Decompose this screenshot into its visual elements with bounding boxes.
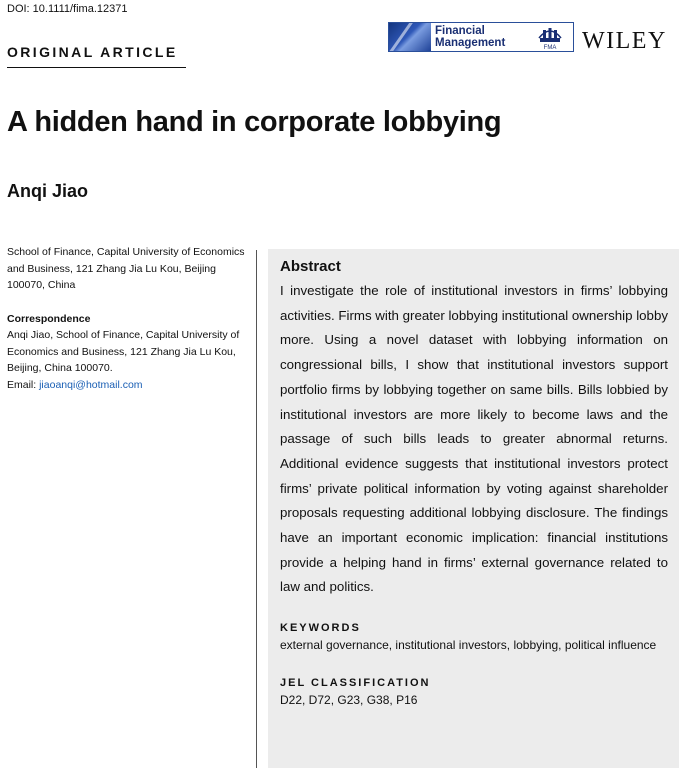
publisher-logo: WILEY (582, 28, 667, 54)
journal-name-line2: Management (435, 37, 506, 49)
article-type-label: ORIGINAL ARTICLE (7, 44, 178, 60)
article-title: A hidden hand in corporate lobbying (7, 106, 502, 138)
keywords-heading: KEYWORDS (280, 622, 361, 635)
abstract-body: I investigate the role of institutional investors in firms’ lobbying activities. Firms with greater lobbying institutional ownership lobby more. Using a novel dataset with lobbying information on congressional bills, I show that institutional investors support portfolio firms by lobbying together on same bills. Bills lobbied by institutional investors are more likely to become laws and the passage of such bills leads to greater abnormal returns. Additional evidence suggests that institutional investors protect firms’ private political information by voting against shareholder proposals requesting additional lobbying disclosure. The findings have an important economic implication: financial institutions provide a helping hand in firms’ external governance related to law and politics. (280, 283, 668, 595)
fma-seal-icon (527, 23, 573, 51)
journal-name-line1: Financial (435, 25, 485, 37)
journal-logo-text (431, 23, 527, 51)
author-info-column (7, 244, 245, 410)
affiliation: School of Finance, Capital University of Economics and Business, 121 Zhang Jia Lu Kou, Beijing 100070, China (7, 246, 245, 291)
jel-heading: JEL CLASSIFICATION (280, 677, 431, 690)
author-name: Anqi Jiao (7, 181, 89, 201)
journal-logo-graphic (389, 23, 431, 51)
journal-logo (388, 22, 574, 52)
jel-codes: D22, D72, G23, G38, P16 (280, 693, 418, 708)
abstract-heading: Abstract (280, 258, 341, 275)
correspondence-email-line (7, 377, 245, 394)
correspondence-block (7, 311, 245, 394)
article-type-underline (7, 67, 186, 68)
email-link[interactable]: jiaoanqi@hotmail.com (39, 378, 143, 391)
doi-text: DOI: 10.1111/fima.12371 (7, 3, 128, 15)
email-label: Email: (7, 378, 40, 391)
fma-seal-text: FMA (543, 45, 557, 50)
keywords-list: external governance, institutional investors, lobbying, political influence (280, 638, 657, 653)
correspondence-heading: Correspondence (7, 312, 91, 325)
correspondence-address: Anqi Jiao, School of Finance, Capital University of Economics and Business, 121 Zhang Jia Lu Kou, Beijing, China 100070. (7, 329, 240, 374)
abstract-panel (268, 249, 679, 768)
column-divider (256, 250, 257, 768)
